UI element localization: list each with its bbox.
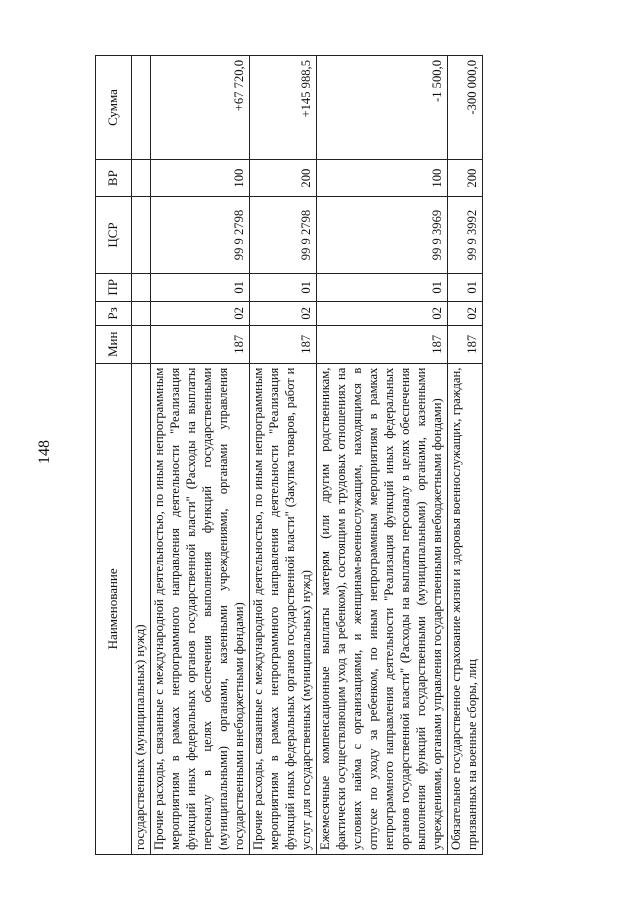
header-pr: ПР	[96, 273, 132, 301]
table-row	[316, 56, 447, 855]
header-min: Мин	[96, 325, 132, 363]
row-rz: 02	[316, 301, 447, 325]
row-rz	[132, 301, 151, 325]
row-rz: 02	[150, 301, 249, 325]
row-vr: 200	[447, 160, 482, 197]
row-name: государственных (муниципальных) нужд)	[132, 363, 151, 854]
header-csr: ЦСР	[96, 197, 132, 274]
table-row	[150, 56, 249, 855]
row-csr: 99 9 3969	[316, 197, 447, 274]
table-row	[447, 56, 482, 855]
row-sum: +67 720,0	[150, 56, 249, 160]
row-csr: 99 9 2798	[249, 197, 316, 274]
row-rz: 02	[249, 301, 316, 325]
row-vr: 100	[150, 160, 249, 197]
row-pr: 01	[447, 273, 482, 301]
row-name: Прочие расходы, связанные с международной деятельностью, по иным непрограммным мероприятиям в рамках непрограммного направления деятельности "Реализация функций иных федеральных органов государственной власти" (Закупка товаров, работ и услуг для государственных (муниципальных) нужд)	[249, 363, 316, 854]
page-number: 148	[36, 440, 53, 464]
row-csr	[132, 197, 151, 274]
row-pr	[132, 273, 151, 301]
row-pr: 01	[316, 273, 447, 301]
budget-table	[95, 55, 483, 855]
row-min: 187	[316, 325, 447, 363]
row-name: Обязательное государственное страхование жизни и здоровья военнослужащих, граждан, призванных на военные сборы, лиц	[447, 363, 482, 854]
row-vr	[132, 160, 151, 197]
rotated-page	[95, 55, 595, 855]
header-vr: ВР	[96, 160, 132, 197]
row-name: Прочие расходы, связанные с международной деятельностью, по иным непрограммным мероприятиям в рамках непрограммного направления деятельности "Реализация функций иных федеральных органов государственной власти" (Расходы на выплаты персоналу в целях обеспечения выполнения функций государственными (муниципальными) органами, казенными учреждениями, органами управления государственными внебюджетными фондами)	[150, 363, 249, 854]
row-rz: 02	[447, 301, 482, 325]
row-sum: -300 000,0	[447, 56, 482, 160]
row-csr: 99 9 3992	[447, 197, 482, 274]
header-name: Наименование	[96, 363, 132, 854]
header-sum: Сумма	[96, 56, 132, 160]
table-row	[132, 56, 151, 855]
table-header-row	[96, 56, 132, 855]
row-vr: 200	[249, 160, 316, 197]
row-min: 187	[249, 325, 316, 363]
row-vr: 100	[316, 160, 447, 197]
row-name: Ежемесячные компенсационные выплаты матерям (или другим родственникам, фактически осуществляющим уход за ребенком), состоящим в трудовых отношениях на условиях найма с организациями, и женщинам-военнослужащим, находящимся в отпуске по уходу за ребенком, по иным непрограммным мероприятиям в рамках непрограммного направления деятельности "Реализация функций иных федеральных органов государственной власти" (Расходы на выплаты персоналу в целях обеспечения выполнения функций государственными (муниципальными) органами, казенными учреждениями, органами управления государственными внебюджетными фондами)	[316, 363, 447, 854]
row-sum	[132, 56, 151, 160]
row-pr: 01	[150, 273, 249, 301]
row-min: 187	[150, 325, 249, 363]
row-min	[132, 325, 151, 363]
row-csr: 99 9 2798	[150, 197, 249, 274]
header-rz: Рз	[96, 301, 132, 325]
table-row	[249, 56, 316, 855]
row-min: 187	[447, 325, 482, 363]
row-sum: -1 500,0	[316, 56, 447, 160]
row-sum: +145 988,5	[249, 56, 316, 160]
row-pr: 01	[249, 273, 316, 301]
